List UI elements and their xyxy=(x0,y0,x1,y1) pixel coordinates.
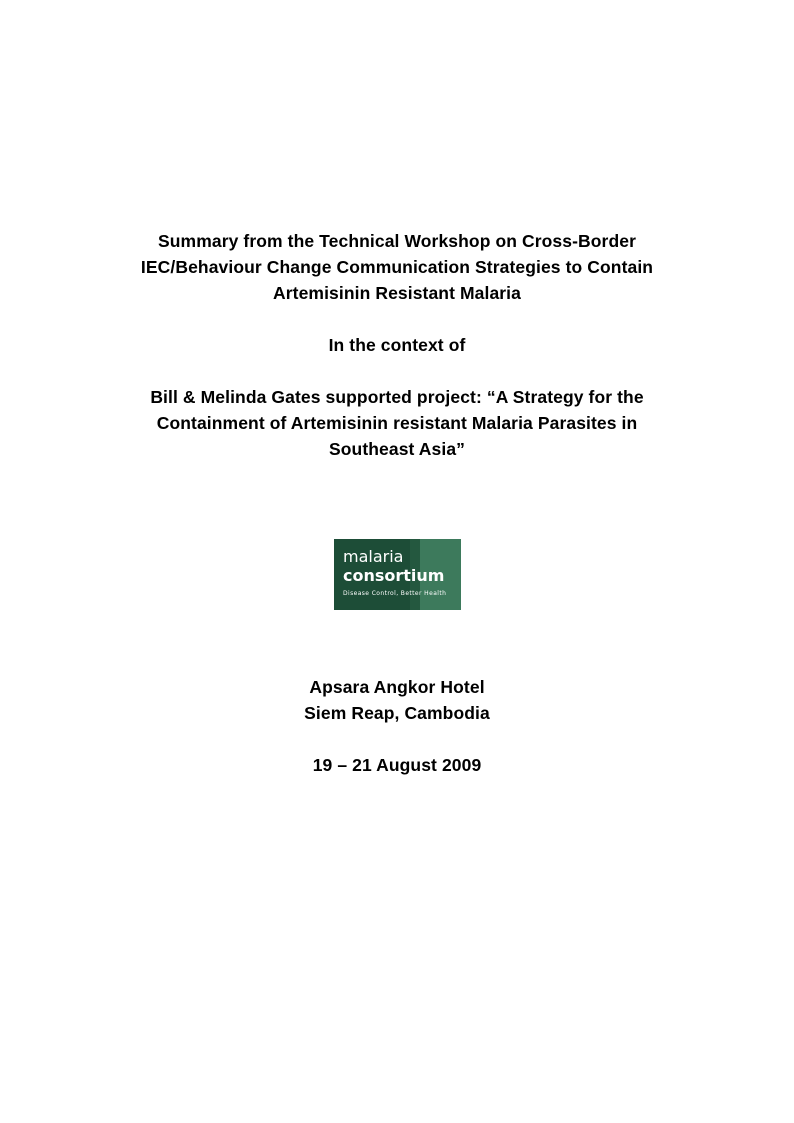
context-line: In the context of xyxy=(328,335,466,355)
project-line-1: Bill & Melinda Gates supported project: “A Strategy for the xyxy=(150,387,644,407)
title-line-1: Summary from the Technical Workshop on Cross-Border xyxy=(157,231,636,251)
date-line: 19 – 21 August 2009 xyxy=(312,755,482,775)
document-title xyxy=(97,228,697,306)
event-date xyxy=(97,752,697,778)
title-line-3: Artemisinin Resistant Malaria xyxy=(273,283,521,303)
title-line-2: IEC/Behaviour Change Communication Strategies to Contain xyxy=(140,257,654,277)
malaria-consortium-logo xyxy=(334,539,461,610)
project-line-3: Southeast Asia” xyxy=(328,439,466,459)
venue xyxy=(97,674,697,726)
logo-word-malaria: malaria xyxy=(343,547,404,566)
logo-word-consortium: consortium xyxy=(343,566,445,585)
venue-hotel: Apsara Angkor Hotel xyxy=(309,677,485,697)
project-line-2: Containment of Artemisinin resistant Malaria Parasites in xyxy=(156,413,638,433)
project-description xyxy=(97,384,697,462)
context-heading xyxy=(97,332,697,358)
logo-tagline: Disease Control, Better Health xyxy=(343,590,447,597)
venue-city: Siem Reap, Cambodia xyxy=(304,703,490,723)
